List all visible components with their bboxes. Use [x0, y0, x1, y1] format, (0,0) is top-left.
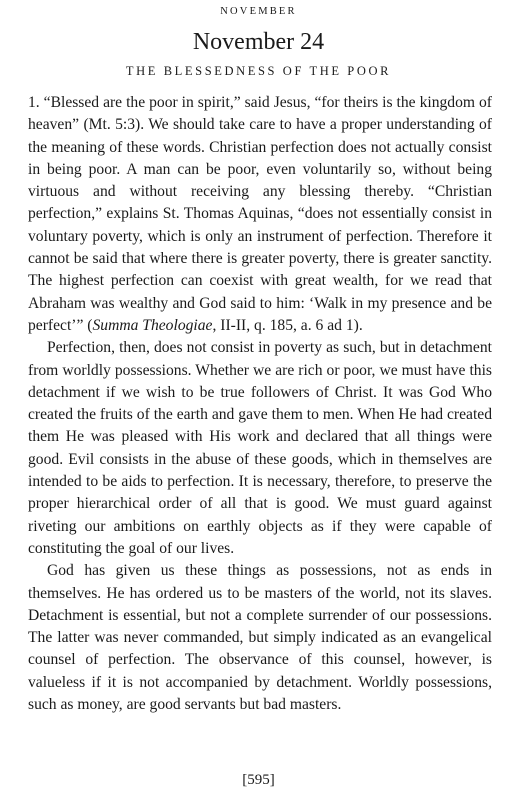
paragraph-3: God has given us these things as possessions, not as ends in themselves. He has ordered us to be masters of the world, not its slaves. Detachment is essential, but not a complete surrender of our possessions. The latter was never commanded, but simply indicated as an evangelical counsel of perfection. The observance of this counsel, however, is valueless if it is not accompanied by detachment. Worldly possessions, such as money, are good servants but bad masters. — [28, 562, 492, 714]
section-subtitle: THE BLESSEDNESS OF THE POOR — [125, 64, 392, 78]
citation-reference: , II-II, q. 185, a. 6 ad 1). — [212, 316, 363, 334]
paragraph-2: Perfection, then, does not consist in poverty as such, but in detachment from worldly possessions. Whether we are rich or poor, we must have this detachment if we wish to be true followers of Christ. It was God Who created the fruits of the earth and gave them to men. When He had created them He was pleased with His work and declared that all things were good. Evil consists in the abuse of these goods, which in themselves are intended to be aids to perfection. It is necessary, therefore, to preserve the proper hierarchical order of all that is good. We must guard against riveting our ambitions on earthly objects as if they were capable of constituting the goal of our lives. — [28, 339, 492, 557]
body-text — [28, 92, 492, 716]
page-title: November 24 — [192, 29, 325, 55]
citation-title: Summa Theologiae — [92, 316, 213, 334]
paragraph-1 — [28, 92, 492, 337]
running-head: NOVEMBER — [220, 6, 297, 17]
page-number: [595] — [242, 772, 275, 788]
paragraph-1-text: 1. “Blessed are the poor in spirit,” said Jesus, “for theirs is the kingdom of heaven” (Mt. 5:3). We should take care to have a proper understanding of the meaning of these words. Christian perfection does not actually consist in being poor. A man can be poor, even voluntarily so, without being virtuous and without receiving any blessing thereby. “Christian perfection,” explains St. Thomas Aquinas, “does not essentially consist in voluntary poverty, which is only an instrument of perfection. Therefore it cannot be said that where there is greater poverty, there is greater sanctity. The highest perfection can coexist with great wealth, for we read that Abraham was wealthy and God said to him: ‘Walk in my presence and be perfect’” ( — [28, 94, 492, 334]
